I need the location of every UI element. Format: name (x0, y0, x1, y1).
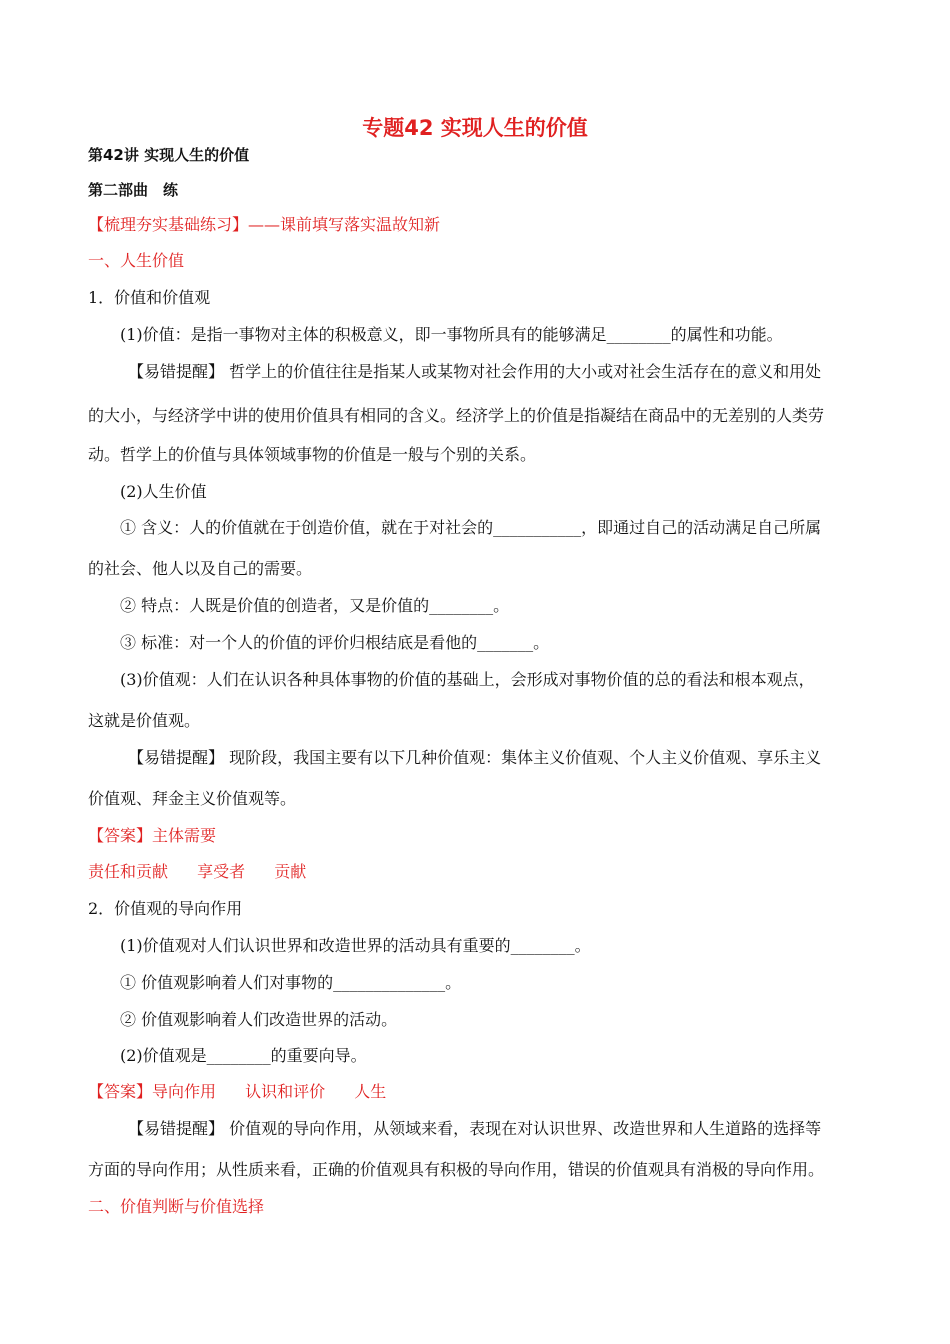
meaning-line-1: ① 含义：人的价值就在于创造价值，就在于对社会的___________，即通过自己的活动满足自己所属 (120, 518, 822, 537)
guidance-line-3: ② 价值观影响着人们改造世界的活动。 (120, 1010, 398, 1029)
section-1-heading: 一、人生价值 (88, 251, 185, 270)
item-1-heading: 1．价值和价值观 (88, 288, 211, 307)
guidance-line-1: (1)价值观对人们认识世界和改造世界的活动具有重要的________。 (120, 936, 591, 955)
tip-3-line-1: 【易错提醒】 价值观的导向作用，从领域来看，表现在对认识世界、改造世界和人生道路的选择等 (128, 1119, 822, 1138)
answer-item: 享受者 (197, 862, 246, 881)
meaning-line-2: 的社会、他人以及自己的需要。 (88, 559, 313, 578)
tip-3-line-2: 方面的导向作用；从性质来看，正确的价值观具有积极的导向作用，错误的价值观具有消极的导向作用。 (88, 1160, 825, 1179)
paragraph-life-value: (2)人生价值 (120, 482, 207, 501)
guidance-line-2: ① 价值观影响着人们对事物的______________。 (120, 973, 462, 992)
tip-1-line-3: 动。哲学上的价值与具体领域事物的价值是一般与个别的关系。 (88, 445, 537, 464)
answer-1: 【答案】主体需要 (88, 826, 217, 845)
lecture-heading: 第42讲 实现人生的价值 (88, 146, 250, 164)
answer-1-items (88, 862, 330, 882)
section-header: 【梳理夯实基础练习】——课前填写落实温故知新 (88, 215, 441, 234)
part-heading: 第二部曲 练 (88, 181, 179, 199)
values-line-1: (3)价值观：人们在认识各种具体事物的价值的基础上，会形成对事物价值的总的看法和根本观点， (120, 670, 815, 689)
answer-item: 认识和评价 (245, 1082, 326, 1101)
section-2-heading: 二、价值判断与价值选择 (88, 1197, 265, 1216)
tip-2-line-2: 价值观、拜金主义价值观等。 (88, 789, 297, 808)
answer-label: 【答案】导向作用 (88, 1082, 217, 1101)
answer-item: 人生 (354, 1082, 387, 1101)
standard-line: ③ 标准：对一个人的价值的评价归根结底是看他的_______。 (120, 633, 550, 652)
tip-2-line-1: 【易错提醒】 现阶段，我国主要有以下几种价值观：集体主义价值观、个人主义价值观、享乐主义 (128, 748, 822, 767)
values-line-2: 这就是价值观。 (88, 711, 201, 730)
answer-2 (88, 1082, 410, 1102)
item-2-heading: 2．价值观的导向作用 (88, 899, 243, 918)
tip-1-line-1: 【易错提醒】 哲学上的价值往往是指某人或某物对社会作用的大小或对社会生活存在的意义和用处 (128, 362, 822, 381)
page-title: 专题42 实现人生的价值 (362, 116, 588, 140)
feature-line: ② 特点：人既是价值的创造者，又是价值的________。 (120, 596, 510, 615)
answer-item: 贡献 (274, 862, 307, 881)
answer-item: 责任和贡献 (88, 862, 169, 881)
paragraph-value: (1)价值：是指一事物对主体的积极意义，即一事物所具有的能够满足________的属性和功能。 (120, 325, 783, 344)
guidance-line-4: (2)价值观是________的重要向导。 (120, 1046, 367, 1065)
tip-1-line-2: 的大小，与经济学中讲的使用价值具有相同的含义。经济学上的价值是指凝结在商品中的无差别的人类劳 (88, 406, 825, 425)
